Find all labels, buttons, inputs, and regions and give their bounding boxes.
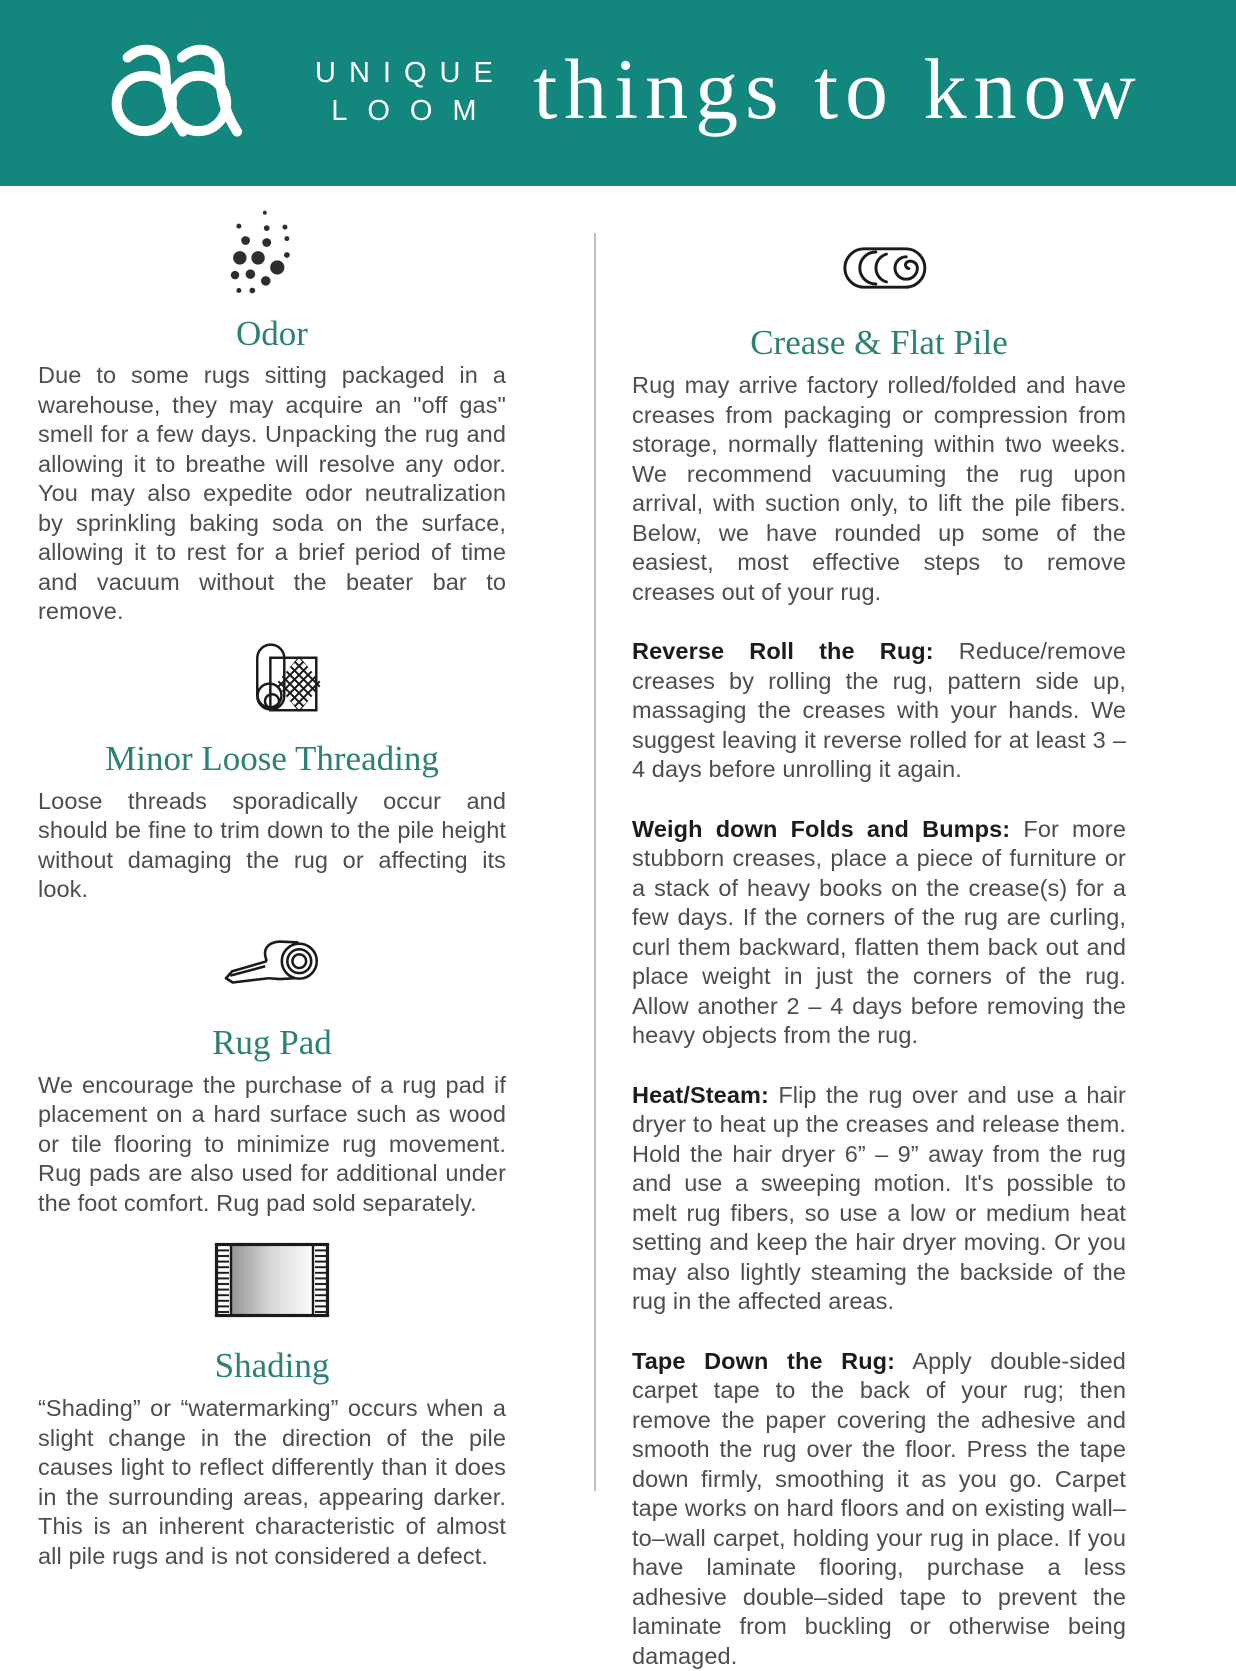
page-title: things to know [500, 39, 1176, 139]
unique-loom-logo-icon [106, 44, 264, 140]
tip-label: Weigh down Folds and Bumps: [632, 816, 1010, 842]
tip-text: Reduce/remove creases by rolling the rug, pattern side up, massaging the creases with your hands. We suggest leaving it reverse rolled for at least 3 – 4 days before unrolling it again. [632, 638, 1126, 782]
section-heading-shading: Shading [38, 1344, 506, 1388]
rug-pad-roll-icon [38, 937, 506, 999]
brand-logo [106, 44, 506, 140]
tip-heat-steam [632, 1081, 1126, 1317]
tip-label: Tape Down the Rug: [632, 1348, 895, 1374]
rolled-rug-spiral-icon [632, 245, 1126, 291]
right-column [632, 200, 1126, 1671]
brand-line-loom: LOOM [311, 92, 496, 130]
section-heading-threading: Minor Loose Threading [38, 737, 506, 781]
tip-text: Flip the rug over and use a hair dryer to heat up the creases and release them. Hold the hair dryer 6” – 9” away from the rug and use a sweeping motion. It's possible to melt rug fibers, so use a low or medium heat setting and keep the hair dryer moving. Or you may also lightly steaming the backside of the rug in the affected areas. [632, 1082, 1126, 1315]
section-heading-rug-pad: Rug Pad [38, 1021, 506, 1065]
header-banner [0, 0, 1236, 186]
section-intro-crease: Rug may arrive factory rolled/folded and have creases from packaging or compression from storage, normally flattening within two weeks. We recommend vacuuming the rug upon arrival, with suction only, to lift the pile fibers. Below, we have rounded up some of the easiest, most effective steps to remove creases out of your rug. [632, 371, 1126, 607]
section-body-odor: Due to some rugs sitting packaged in a warehouse, they may acquire an "off gas" smell for a few days. Unpacking the rug and allowing it to breathe will resolve any odor. You may also expedite odor neutralization by sprinkling baking soda on the surface, allowing it to rest for a brief period of time and vacuum without the beater bar to remove. [38, 361, 506, 627]
section-heading-crease: Crease & Flat Pile [632, 321, 1126, 365]
column-divider [594, 233, 596, 1491]
brand-wordmark [302, 54, 506, 130]
rolled-rug-crosshatch-icon [38, 643, 506, 725]
tip-reverse-roll [632, 637, 1126, 785]
tip-label: Reverse Roll the Rug: [632, 638, 934, 664]
left-column [38, 200, 506, 1571]
odor-dots-icon [38, 206, 506, 302]
tip-text: For more stubborn creases, place a piece of furniture or a stack of heavy books on the crease(s) for a few days. If the corners of the rug are curling, curl them backward, flatten them back out and place weight in just the corners of the rug. Allow another 2 – 4 days before removing the heavy objects from the rug. [632, 816, 1126, 1049]
tip-tape-down [632, 1347, 1126, 1671]
tip-weigh-down [632, 815, 1126, 1051]
section-body-threading: Loose threads sporadically occur and should be fine to trim down to the pile height without damaging the rug or affecting its look. [38, 787, 506, 905]
section-body-rug-pad: We encourage the purchase of a rug pad if placement on a hard surface such as wood or tile flooring to minimize rug movement. Rug pads are also used for additional under the foot comfort. Rug pad sold separately. [38, 1071, 506, 1219]
fringed-rug-icon [38, 1242, 506, 1318]
section-body-shading: “Shading” or “watermarking” occurs when a slight change in the direction of the pile causes light to reflect differently than it does in the surrounding areas, appearing darker. This is an inherent characteristic of almost all pile rugs and is not considered a defect. [38, 1394, 506, 1571]
brand-line-unique: UNIQUE [302, 54, 506, 92]
tip-label: Heat/Steam: [632, 1082, 769, 1108]
section-heading-odor: Odor [38, 312, 506, 356]
tip-text: Apply double-sided carpet tape to the back of your rug; then remove the paper covering the adhesive and smooth the rug over the floor. Press the tape down firmly, smoothing it as you go. Carpet tape works on hard floors and on existing wall–to–wall carpet, holding your rug in place. If you have laminate flooring, purchase a less adhesive double–sided tape to prevent the laminate from buckling or otherwise being damaged. [632, 1348, 1126, 1669]
